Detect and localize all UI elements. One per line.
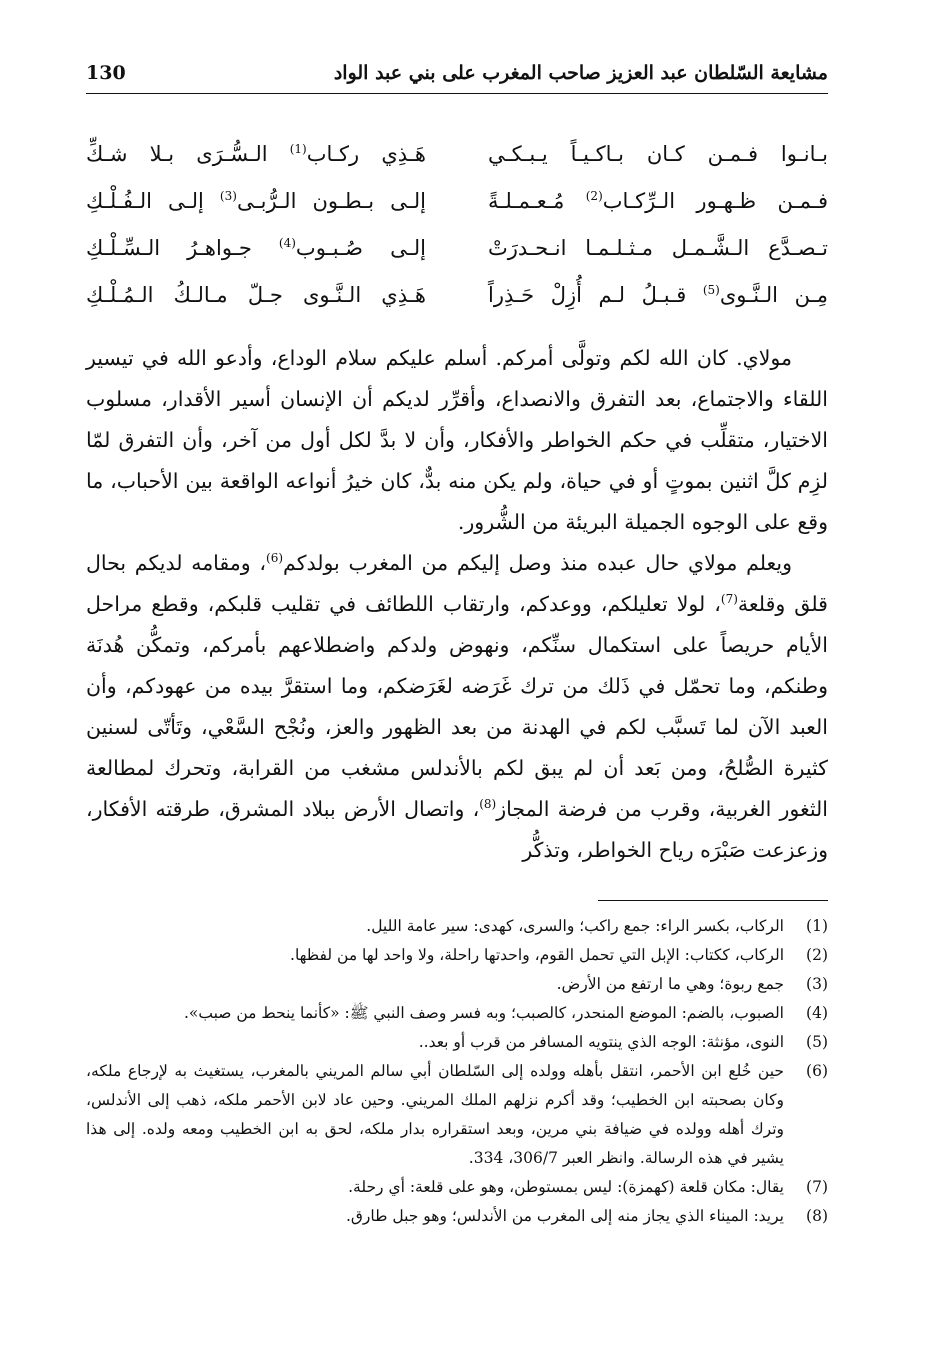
footnote-number: (2) — [806, 946, 828, 964]
footnote — [86, 941, 828, 970]
footnote-ref: (4) — [278, 235, 296, 250]
footnote-number: (1) — [806, 917, 828, 935]
footnote-ref: (6) — [266, 551, 284, 566]
running-header — [86, 50, 828, 94]
footnote-text: النوى، مؤنثة: الوجه الذي ينتويه المسافر من قرب أو بعد.. — [418, 1033, 784, 1051]
footnote-ref: (8) — [479, 797, 497, 812]
verse-second-hemistich: إلـى صُـبـوب$^{(4)}$ جـواهـرُ الـسِّـلْـكِ — [86, 235, 426, 260]
verse — [86, 224, 828, 271]
footnote — [86, 999, 828, 1028]
verse — [86, 177, 828, 224]
footnote-number: (8) — [806, 1207, 828, 1225]
verse — [86, 130, 828, 177]
verse-first-hemistich: تـصـدَّع الـشَّـمـل مـثـلـمـا انـحـدرَتْ — [488, 235, 828, 260]
footnote-text: يقال: مكان قلعة (كهمزة): ليس بمستوطن، وهو على قلعة: أي رحلة. — [348, 1178, 784, 1196]
footnote-text: جمع ربوة؛ وهي ما ارتفع من الأرض. — [556, 975, 784, 993]
footnote-number: (5) — [806, 1033, 828, 1051]
header-rule — [86, 93, 828, 94]
paragraph: ويعلم مولاي حال عبده منذ وصل إليكم من المغرب بولدكم$^{(6)}$، ومقامه لديكم بحال قلق وقلعة$^{(7)}$، لولا تعليلكم، ووعدكم، وارتقاب اللطائف في تقليب قلبكم، وقطع مراحل الأيام حريصاً على استكمال سنِّكم، ونهوض ولدكم واضطلاعهم بأمركم، وتمكُّن هُدنَة وطنكم، وما تحمّل في ذَلك من ترك غَرَضه لغَرَضكم، وما استقرَّ بيده من عهودكم، وأن العبد الآن لما تَسبَّب لكم في الهدنة من بعد الظهور والعز، ونُجْح السَّعْي، وتَأتّى لسنين كثيرة الصُّلحُ، ومن بَعد أن لم يبق لكم بالأندلس مشغب من القرابة، وتحرك لمطالعة الثغور الغربية، وقرب من فرضة المجاز$^{(8)}$، واتصال الأرض ببلاد المشرق، طرقته الأفكار، وزعزعت صَبْرَه رياح الخواطر، وتذكُّر — [86, 551, 828, 862]
verse-second-hemistich: هَـذِي ركـاب$^{(1)}$ الـسُّـرَى بـلا شـكِّ — [86, 141, 427, 166]
footnote — [86, 1028, 828, 1057]
footnote-ref: (7) — [720, 592, 738, 607]
verse — [86, 271, 828, 318]
footnote-text: الركاب، ككتاب: الإبل التي تحمل القوم، واحدتها راحلة، ولا واحد لها من لفظها. — [290, 946, 784, 964]
footnote-number: (7) — [806, 1178, 828, 1196]
footnote-text: الركاب، بكسر الراء: جمع راكب؛ والسرى، كهدى: سير عامة الليل. — [366, 917, 784, 935]
verse-first-hemistich: مِـن الـنَّـوى$^{(5)}$ قـبـلُ لـم أُزِلْ حَـذِراً — [488, 282, 828, 307]
verse-second-hemistich: إلـى بـطـون الـرُّبـى$^{(3)}$ إلـى الـفُـلْـكِ — [86, 188, 427, 213]
main-text — [86, 338, 828, 871]
footnote-ref: (3) — [219, 188, 237, 203]
footnote-ref: (5) — [702, 282, 720, 297]
footnote-ref: (2) — [585, 188, 603, 203]
footnote-text: الصبوب، بالضم: الموضع المنحدر، كالصبب؛ وبه فسر وصف النبي ﷺ: «كأنما ينحط من صبب». — [183, 1004, 784, 1022]
verse-first-hemistich: فـمـن ظـهـور الـرِّكـاب$^{(2)}$ مُـعـمـلـةً — [488, 188, 828, 213]
footnotes — [86, 912, 828, 1231]
poem — [86, 130, 828, 318]
footnote — [86, 1173, 828, 1202]
footnote-text: يريد: الميناء الذي يجاز منه إلى المغرب من الأندلس؛ وهو جبل طارق. — [345, 1207, 784, 1225]
verse-first-hemistich: بـانـوا فـمـن كـان بـاكـيـاً يـبـكـي — [488, 141, 828, 166]
footnote — [86, 912, 828, 941]
footnote-number: (4) — [806, 1004, 828, 1022]
running-title: مشايعة السّلطان عبد العزيز صاحب المغرب على بني عبد الواد — [333, 62, 828, 84]
footnote-number: (3) — [806, 975, 828, 993]
footnote — [86, 1202, 828, 1231]
footnote — [86, 1057, 828, 1173]
footnote-ref: (1) — [289, 141, 307, 156]
footnote-separator — [598, 900, 828, 901]
verse-second-hemistich: هَـذِي الـنَّـوى جـلّ مـالـكُ الـمُـلْـكِ — [86, 282, 426, 307]
footnote-number: (6) — [806, 1062, 828, 1080]
page-number: 130 — [86, 62, 126, 84]
footnote-text: حين خُلع ابن الأحمر، انتقل بأهله وولده إلى السّلطان أبي سالم المريني بالمغرب، يستغيث به لإرجاع ملكه، وكان بصحبته ابن الخطيب؛ وقد أكرم نزلهم الملك المريني. وحين عاد لابن الأحمر ملكه، ذهب إلى الأندلس، وترك أهله وولده في ضيافة بني مرين، وبعد استقراره بدار ملكه، لحق به ابن الخطيب ومعه ولده. إلى هذا يشير في هذه الرسالة. وانظر العبر 306/7، 334. — [86, 1062, 784, 1167]
footnote — [86, 970, 828, 999]
paragraph: مولاي. كان الله لكم وتولَّى أمركم. أسلم عليكم سلام الوداع، وأدعو الله في تيسير اللقاء والاجتماع، بعد التفرق والانصداع، وأقرِّر لديكم أن الإنسان أسير الأقدار، مسلوب الاختيار، متقلِّب في حكم الخواطر والأفكار، وأن لا بدَّ لكل أول من آخر، وأن التفرق لمّا لزِم كلَّ اثنين بموتٍ أو في حياة، ولم يكن منه بدٌّ، كان خيرُ أنواعه الواقعة بين الأحباب، ما وقع على الوجوه الجميلة البريئة من الشُّرور. — [86, 346, 828, 534]
